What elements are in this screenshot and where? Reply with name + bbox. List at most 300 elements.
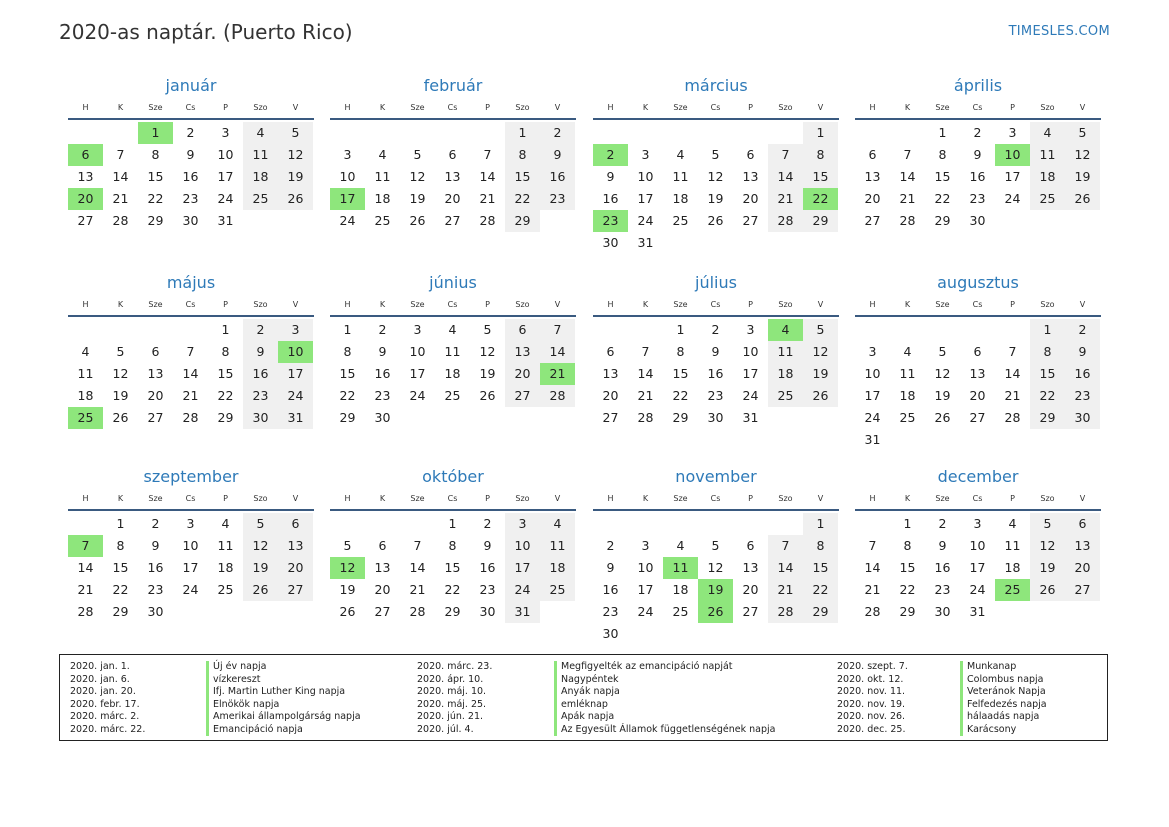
day-cell: 24 (505, 579, 540, 601)
holiday-dates-col-2 (417, 661, 492, 736)
day-cell: 20 (602, 388, 619, 403)
day-cell: 22 (803, 579, 838, 601)
week-row (330, 601, 576, 623)
day-cell: 12 (707, 169, 724, 184)
empty-cell (995, 429, 1030, 451)
day-cell: 21 (540, 363, 575, 385)
day-cell: 17 (637, 191, 654, 206)
day-cell: 5 (343, 538, 352, 553)
weekday-label: K (379, 494, 386, 503)
day-cell: 29 (112, 604, 129, 619)
day-cell: 19 (698, 579, 733, 601)
month-január (68, 75, 314, 232)
holiday-date: 2020. jan. 20. (70, 686, 136, 697)
day-cell: 15 (899, 560, 916, 575)
day-cell: 23 (182, 191, 199, 206)
day-cell: 22 (147, 191, 164, 206)
day-cell: 4 (221, 516, 230, 531)
day-cell: 1 (343, 322, 352, 337)
day-cell: 4 (378, 147, 387, 162)
holiday-name: Anyák napja (554, 686, 775, 699)
holiday-name: Karácsony (960, 724, 1047, 737)
brand-link[interactable]: TIMESLES.COM (1008, 24, 1110, 39)
day-cell: 10 (409, 344, 426, 359)
week-row (593, 166, 839, 188)
day-cell: 16 (969, 169, 986, 184)
empty-cell (733, 513, 768, 535)
day-cell: 2 (378, 322, 387, 337)
week-row (855, 166, 1101, 188)
holiday-date: 2020. márc. 23. (417, 661, 493, 672)
empty-cell (663, 513, 698, 535)
month-name: október (422, 467, 484, 486)
day-cell: 29 (147, 213, 164, 228)
day-cell: 17 (330, 188, 365, 210)
day-cell: 21 (112, 191, 129, 206)
day-cell: 17 (864, 388, 881, 403)
week-row (330, 535, 576, 557)
holiday-name: Új év napja (206, 661, 361, 674)
day-cell: 5 (711, 538, 720, 553)
day-cell: 9 (186, 147, 195, 162)
empty-cell (208, 601, 243, 623)
day-cell: 12 (330, 557, 365, 579)
weekday-label: K (904, 494, 911, 503)
week-row (593, 601, 839, 623)
day-cell: 23 (374, 388, 391, 403)
weekday-label: Szo (515, 300, 530, 309)
day-cell: 5 (243, 513, 278, 535)
day-cell: 26 (339, 604, 356, 619)
week-row (68, 166, 314, 188)
day-cell: 30 (969, 213, 986, 228)
weekday-label: Cs (185, 103, 196, 112)
day-cell: 21 (899, 191, 916, 206)
weekday-label: H (869, 300, 876, 309)
day-cell: 5 (938, 344, 947, 359)
day-cell: 1 (1030, 319, 1065, 341)
day-cell: 28 (182, 410, 199, 425)
day-cell: 20 (444, 191, 461, 206)
weekday-label: V (292, 103, 299, 112)
day-cell: 2 (593, 144, 628, 166)
week-row (330, 341, 576, 363)
day-cell: 23 (147, 582, 164, 597)
empty-cell (698, 513, 733, 535)
month-name: augusztus (937, 273, 1019, 292)
weekday-label: Szo (253, 103, 268, 112)
day-cell: 11 (77, 366, 94, 381)
empty-cell (1030, 429, 1065, 451)
weekday-label: V (817, 300, 824, 309)
day-cell: 30 (147, 604, 164, 619)
month-július (593, 272, 839, 429)
empty-cell (68, 122, 103, 144)
empty-cell (855, 513, 890, 535)
day-cell: 13 (742, 560, 759, 575)
empty-cell (593, 122, 628, 144)
month-június (330, 272, 576, 429)
empty-cell (925, 429, 960, 451)
day-cell: 15 (147, 169, 164, 184)
day-cell: 25 (995, 579, 1030, 601)
day-cell: 15 (672, 366, 689, 381)
weekday-label: P (485, 300, 490, 309)
day-cell: 19 (409, 191, 426, 206)
day-cell: 19 (1030, 557, 1065, 579)
day-cell: 22 (1030, 385, 1065, 407)
weekday-label: Cs (447, 103, 458, 112)
day-cell: 16 (182, 169, 199, 184)
day-cell: 15 (803, 166, 838, 188)
month-szeptember (68, 466, 314, 623)
month-name: április (953, 76, 1003, 95)
month-name: június (429, 273, 477, 292)
day-cell: 16 (540, 166, 575, 188)
day-cell: 5 (1065, 122, 1100, 144)
weekday-label: Szo (1040, 494, 1055, 503)
weekday-label: Sze (148, 103, 163, 112)
week-row (855, 385, 1101, 407)
day-cell: 23 (707, 388, 724, 403)
empty-cell (435, 407, 470, 429)
day-cell: 26 (707, 213, 724, 228)
day-cell: 9 (973, 147, 982, 162)
day-cell: 18 (672, 582, 689, 597)
week-row (593, 122, 839, 144)
day-cell: 3 (746, 322, 755, 337)
day-cell: 16 (243, 363, 278, 385)
empty-cell (768, 623, 803, 645)
holiday-date: 2020. jún. 21. (417, 711, 484, 722)
day-cell: 2 (711, 322, 720, 337)
empty-cell (663, 232, 698, 254)
day-cell: 18 (672, 191, 689, 206)
week-row (593, 341, 839, 363)
holiday-date: 2020. nov. 19. (837, 698, 906, 710)
empty-cell (330, 513, 365, 535)
day-cell: 28 (479, 213, 496, 228)
day-cell: 23 (593, 210, 628, 232)
day-cell: 29 (1030, 407, 1065, 429)
day-cell: 29 (339, 410, 356, 425)
day-cell: 27 (278, 579, 313, 601)
day-cell: 28 (1004, 410, 1021, 425)
week-row (68, 579, 314, 601)
day-cell: 7 (413, 538, 422, 553)
weekday-label: Szo (515, 494, 530, 503)
empty-cell (1030, 601, 1065, 623)
weekday-label: Cs (972, 300, 983, 309)
day-cell: 22 (444, 582, 461, 597)
empty-cell (960, 429, 995, 451)
weekday-label: H (607, 103, 614, 112)
day-cell: 9 (483, 538, 492, 553)
day-cell: 4 (448, 322, 457, 337)
day-cell: 1 (803, 122, 838, 144)
day-cell: 11 (444, 344, 461, 359)
day-cell: 29 (217, 410, 234, 425)
day-cell: 24 (278, 385, 313, 407)
day-cell: 26 (1030, 579, 1065, 601)
day-cell: 14 (77, 560, 94, 575)
day-cell: 7 (68, 535, 103, 557)
month-május (68, 272, 314, 429)
day-cell: 13 (1065, 535, 1100, 557)
weekday-label: Sze (673, 300, 688, 309)
day-cell: 10 (637, 169, 654, 184)
week-row (593, 557, 839, 579)
day-cell: 26 (243, 579, 278, 601)
day-cell: 15 (444, 560, 461, 575)
empty-cell (960, 319, 995, 341)
day-cell: 3 (641, 538, 650, 553)
holiday-name: Veteránok Napja (960, 686, 1047, 699)
day-cell: 25 (1030, 188, 1065, 210)
weekday-label: Szo (778, 103, 793, 112)
day-cell: 6 (68, 144, 103, 166)
day-cell: 11 (672, 169, 689, 184)
day-cell: 31 (278, 407, 313, 429)
weekday-label: Sze (410, 103, 425, 112)
weekday-label: Sze (673, 494, 688, 503)
empty-cell (1030, 210, 1065, 232)
weekday-label: P (223, 103, 228, 112)
day-cell: 26 (698, 601, 733, 623)
holiday-date: 2020. máj. 25. (417, 698, 487, 710)
day-cell: 2 (483, 516, 492, 531)
day-cell: 10 (217, 147, 234, 162)
empty-cell (593, 513, 628, 535)
weekday-label: K (642, 494, 649, 503)
day-cell: 5 (711, 147, 720, 162)
day-cell: 8 (116, 538, 125, 553)
day-cell: 1 (138, 122, 173, 144)
weekday-header (855, 98, 1101, 120)
day-cell: 17 (217, 169, 234, 184)
week-row (593, 535, 839, 557)
weekday-label: P (223, 300, 228, 309)
empty-cell (663, 122, 698, 144)
holiday-date: 2020. ápr. 10. (417, 673, 484, 685)
day-cell: 10 (742, 344, 759, 359)
day-cell: 6 (746, 538, 755, 553)
day-cell: 20 (68, 188, 103, 210)
day-cell: 25 (540, 579, 575, 601)
empty-cell (400, 513, 435, 535)
week-row (855, 363, 1101, 385)
empty-cell (68, 513, 103, 535)
empty-cell (505, 407, 540, 429)
holiday-names-col-1 (206, 661, 361, 736)
empty-cell (540, 601, 575, 623)
day-cell: 23 (243, 385, 278, 407)
day-cell: 12 (409, 169, 426, 184)
empty-cell (593, 319, 628, 341)
empty-cell (68, 319, 103, 341)
day-cell: 12 (1030, 535, 1065, 557)
day-cell: 2 (243, 319, 278, 341)
day-cell: 7 (483, 147, 492, 162)
day-cell: 4 (903, 344, 912, 359)
day-cell: 2 (973, 125, 982, 140)
weekday-label: Szo (778, 494, 793, 503)
day-cell: 28 (864, 604, 881, 619)
holiday-name: Emancipáció napja (206, 724, 361, 737)
day-cell: 24 (217, 191, 234, 206)
day-cell: 27 (1065, 579, 1100, 601)
weekday-label: H (344, 103, 351, 112)
day-cell: 23 (1065, 385, 1100, 407)
day-cell: 27 (864, 213, 881, 228)
day-cell: 13 (969, 366, 986, 381)
day-cell: 25 (444, 388, 461, 403)
day-cell: 24 (969, 582, 986, 597)
day-cell: 30 (602, 235, 619, 250)
day-cell: 16 (479, 560, 496, 575)
day-cell: 13 (147, 366, 164, 381)
day-cell: 23 (602, 604, 619, 619)
holiday-date: 2020. nov. 11. (837, 686, 906, 697)
day-cell: 12 (479, 344, 496, 359)
month-december (855, 466, 1101, 623)
weekday-header (68, 295, 314, 317)
day-cell: 16 (602, 191, 619, 206)
month-február (330, 75, 576, 232)
day-cell: 29 (899, 604, 916, 619)
holiday-name: Megfigyelték az emancipáció napját (554, 661, 775, 674)
day-cell: 21 (182, 388, 199, 403)
day-cell: 30 (934, 604, 951, 619)
holiday-name: hálaadás napja (960, 711, 1047, 724)
day-cell: 25 (374, 213, 391, 228)
day-cell: 8 (676, 344, 685, 359)
empty-cell (1065, 429, 1100, 451)
day-cell: 24 (182, 582, 199, 597)
holiday-name: Ifj. Martin Luther King napja (206, 686, 361, 699)
weekday-label: P (748, 103, 753, 112)
day-cell: 10 (278, 341, 313, 363)
day-cell: 5 (483, 322, 492, 337)
weekday-label: H (82, 494, 89, 503)
day-cell: 24 (742, 388, 759, 403)
week-row (68, 319, 314, 341)
holiday-date: 2020. szept. 7. (837, 661, 908, 672)
day-cell: 30 (243, 407, 278, 429)
day-cell: 20 (505, 363, 540, 385)
day-cell: 11 (540, 535, 575, 557)
day-cell: 4 (243, 122, 278, 144)
day-cell: 20 (278, 557, 313, 579)
weekday-label: Sze (410, 300, 425, 309)
week-row (68, 513, 314, 535)
day-cell: 15 (217, 366, 234, 381)
empty-cell (365, 513, 400, 535)
weekday-header (330, 489, 576, 511)
holiday-date: 2020. febr. 17. (70, 698, 140, 710)
empty-cell (855, 122, 890, 144)
day-cell: 7 (768, 535, 803, 557)
empty-cell (803, 623, 838, 645)
day-cell: 25 (217, 582, 234, 597)
weekday-label: K (117, 103, 124, 112)
week-row (593, 513, 839, 535)
day-cell: 14 (540, 341, 575, 363)
day-cell: 14 (768, 557, 803, 579)
day-cell: 28 (112, 213, 129, 228)
day-cell: 14 (1004, 366, 1021, 381)
day-cell: 3 (186, 516, 195, 531)
day-cell: 20 (969, 388, 986, 403)
day-cell: 1 (903, 516, 912, 531)
day-cell: 3 (413, 322, 422, 337)
empty-cell (803, 407, 838, 429)
weekday-label: Szo (1040, 300, 1055, 309)
day-cell: 19 (339, 582, 356, 597)
day-cell: 27 (602, 410, 619, 425)
day-cell: 7 (540, 319, 575, 341)
day-cell: 1 (803, 513, 838, 535)
month-name: március (684, 76, 748, 95)
page-title: 2020-as naptár. (Puerto Rico) (59, 20, 353, 44)
day-cell: 16 (707, 366, 724, 381)
day-cell: 16 (934, 560, 951, 575)
week-row (68, 188, 314, 210)
weekday-header (593, 295, 839, 317)
day-cell: 28 (899, 213, 916, 228)
day-cell: 20 (742, 191, 759, 206)
weekday-label: Szo (253, 300, 268, 309)
day-cell: 2 (151, 516, 160, 531)
day-cell: 25 (768, 385, 803, 407)
weekday-label: V (817, 103, 824, 112)
day-cell: 3 (278, 319, 313, 341)
week-row (330, 188, 576, 210)
weekday-label: V (1079, 494, 1086, 503)
empty-cell (243, 601, 278, 623)
week-row (330, 407, 576, 429)
weekday-label: H (82, 103, 89, 112)
empty-cell (628, 122, 663, 144)
day-cell: 10 (505, 535, 540, 557)
day-cell: 12 (934, 366, 951, 381)
day-cell: 16 (1065, 363, 1100, 385)
week-row (330, 557, 576, 579)
day-cell: 11 (768, 341, 803, 363)
day-cell: 21 (77, 582, 94, 597)
week-row (330, 513, 576, 535)
holiday-date: 2020. máj. 10. (417, 686, 487, 697)
weekday-label: V (554, 103, 561, 112)
day-cell: 1 (938, 125, 947, 140)
day-cell: 9 (378, 344, 387, 359)
day-cell: 21 (409, 582, 426, 597)
week-row (68, 385, 314, 407)
day-cell: 15 (112, 560, 129, 575)
day-cell: 4 (676, 147, 685, 162)
weekday-label: Sze (935, 300, 950, 309)
day-cell: 13 (374, 560, 391, 575)
day-cell: 18 (540, 557, 575, 579)
day-cell: 28 (768, 601, 803, 623)
day-cell: 23 (540, 188, 575, 210)
empty-cell (733, 232, 768, 254)
day-cell: 13 (742, 169, 759, 184)
day-cell: 23 (934, 582, 951, 597)
day-cell: 14 (182, 366, 199, 381)
day-cell: 31 (637, 235, 654, 250)
empty-cell (330, 122, 365, 144)
